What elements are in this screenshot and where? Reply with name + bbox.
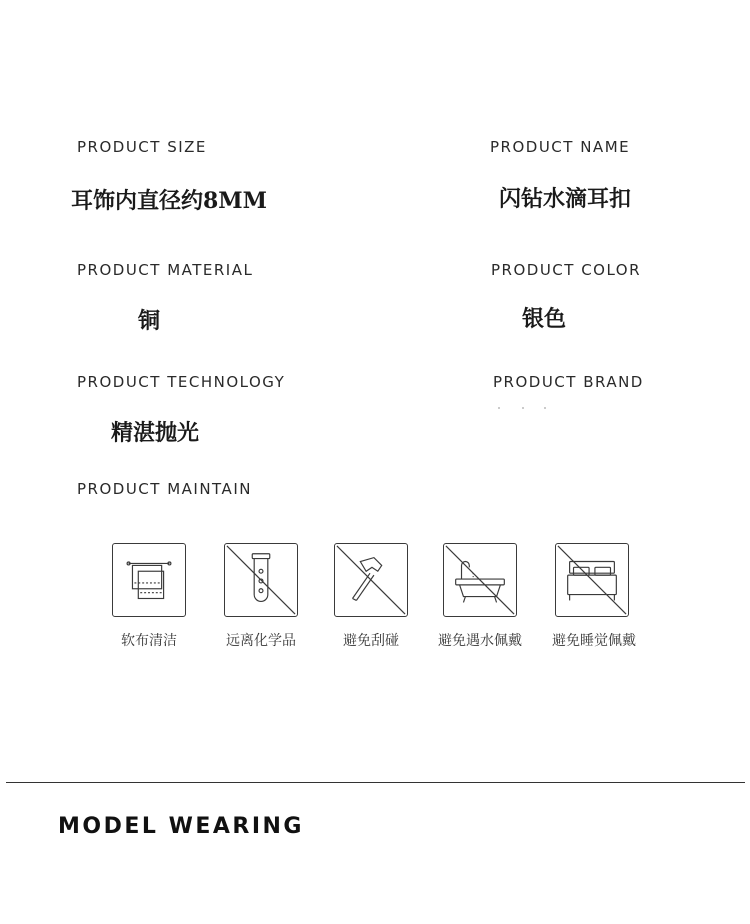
product-size-label: PRODUCT SIZE	[77, 138, 207, 156]
section-title: MODEL WEARING	[58, 814, 304, 839]
bathtub-crossed-icon	[443, 543, 517, 617]
product-maintain-label: PRODUCT MAINTAIN	[77, 480, 252, 498]
product-technology-label: PRODUCT TECHNOLOGY	[77, 373, 286, 391]
towel-icon	[112, 543, 186, 617]
product-technology-value: 精湛抛光	[111, 420, 200, 446]
bed-crossed-icon	[555, 543, 629, 617]
product-name-value: 闪钻水滴耳扣	[499, 186, 632, 212]
care-caption: 避免睡觉佩戴	[552, 633, 636, 649]
care-caption: 避免遇水佩戴	[438, 633, 522, 649]
product-name-label: PRODUCT NAME	[490, 138, 631, 156]
product-color-value: 银色	[522, 306, 567, 332]
test-tube-crossed-icon	[224, 543, 298, 617]
hammer-crossed-icon	[334, 543, 408, 617]
brand-mark	[497, 404, 557, 412]
product-brand-label: PRODUCT BRAND	[493, 373, 644, 391]
care-caption: 软布清洁	[121, 633, 177, 649]
product-material-value: 铜	[138, 308, 161, 334]
product-material-label: PRODUCT MATERIAL	[77, 261, 254, 279]
care-caption: 远离化学品	[226, 633, 296, 649]
product-color-label: PRODUCT COLOR	[491, 261, 642, 279]
product-size-value: 耳饰内直径约8MM	[71, 188, 268, 214]
care-caption: 避免刮碰	[343, 633, 399, 649]
section-divider	[6, 782, 745, 783]
